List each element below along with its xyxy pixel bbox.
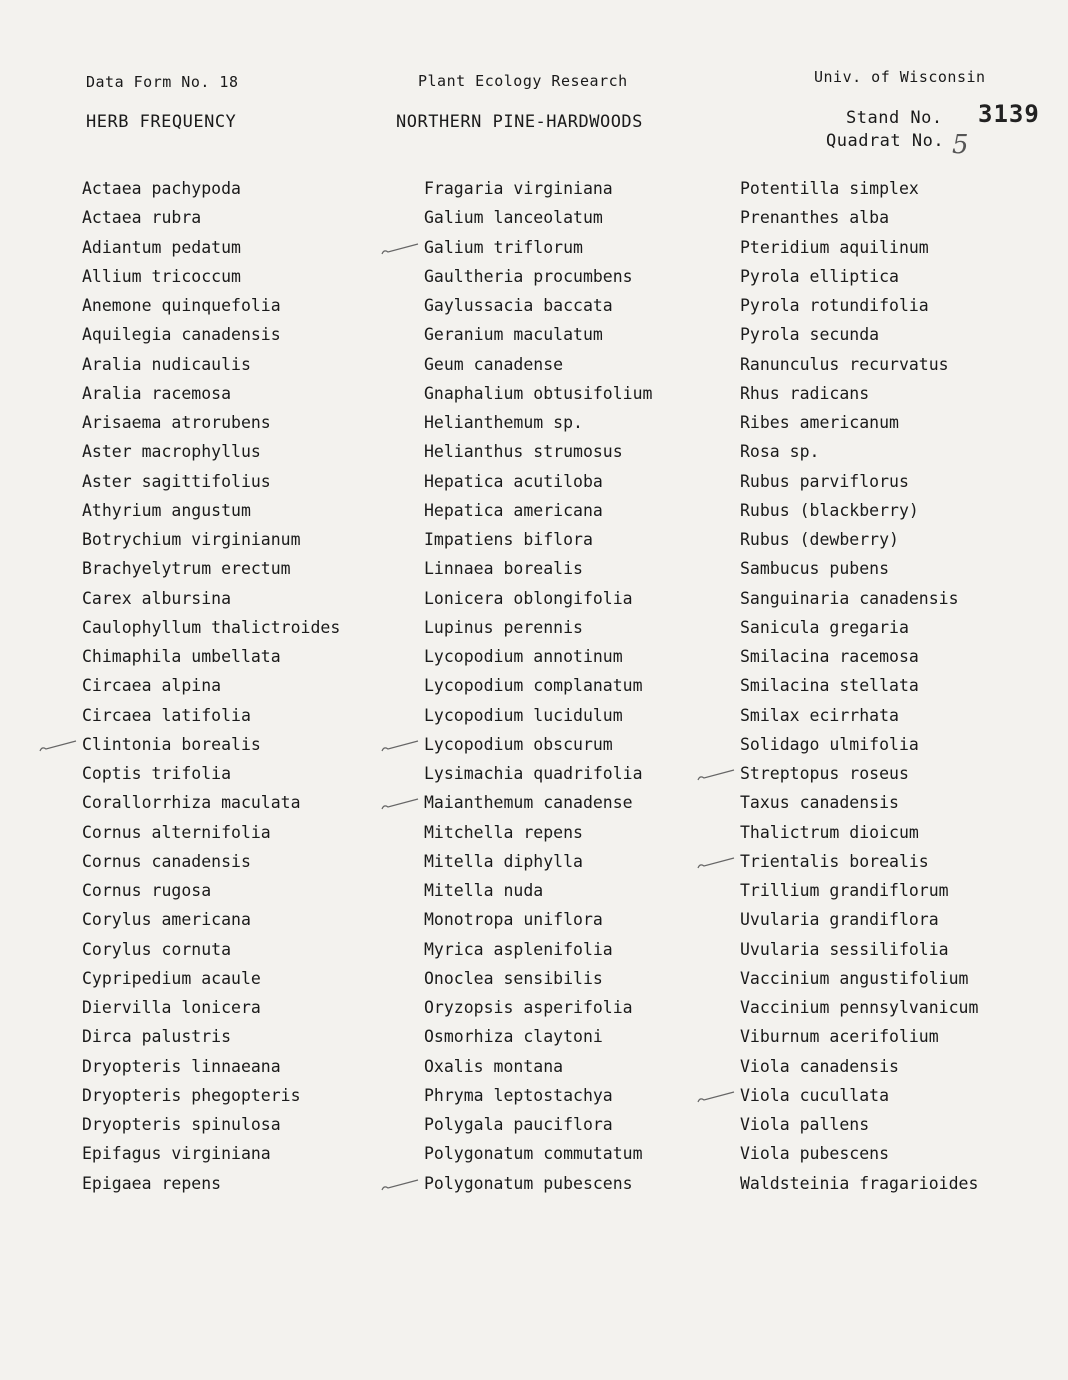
species-name: Fragaria virginiana bbox=[424, 179, 613, 198]
species-name: Lycopodium lucidulum bbox=[424, 705, 623, 725]
species-name: Aralia nudicaulis bbox=[82, 354, 251, 374]
species-name: Rubus (dewberry) bbox=[740, 530, 899, 549]
species-name: Dryopteris spinulosa bbox=[82, 1115, 281, 1134]
species-name: Polygala pauciflora bbox=[424, 1115, 613, 1134]
species-list-item bbox=[424, 291, 652, 320]
species-name: Myrica asplenifolia bbox=[424, 939, 613, 959]
species-name: Geranium maculatum bbox=[424, 325, 603, 345]
species-list-item bbox=[82, 1110, 340, 1139]
species-list-item bbox=[740, 437, 978, 466]
species-list-item bbox=[82, 788, 340, 817]
species-name: Anemone quinquefolia bbox=[82, 296, 281, 315]
species-list-item bbox=[740, 1110, 978, 1139]
species-name: Galium lanceolatum bbox=[424, 208, 603, 228]
species-name: Lupinus perennis bbox=[424, 617, 583, 637]
species-name: Circaea latifolia bbox=[82, 705, 251, 725]
species-list-item bbox=[740, 730, 978, 759]
species-list-item bbox=[82, 613, 340, 642]
species-list-item bbox=[424, 174, 652, 203]
species-list-item bbox=[424, 1110, 652, 1139]
species-name: Epifagus virginiana bbox=[82, 1144, 271, 1164]
species-list-item bbox=[740, 759, 978, 788]
species-list-item bbox=[740, 818, 978, 847]
species-list-item bbox=[82, 203, 340, 232]
species-list-item bbox=[740, 320, 978, 349]
species-name: Caulophyllum thalictroides bbox=[82, 617, 341, 637]
species-name: Viola pubescens bbox=[740, 1144, 890, 1164]
species-list-item bbox=[740, 993, 978, 1022]
species-name: Cornus alternifolia bbox=[82, 822, 271, 842]
species-name: Galium triflorum bbox=[424, 237, 583, 257]
community-title: NORTHERN PINE-HARDWOODS bbox=[396, 112, 643, 132]
species-name: Dirca palustris bbox=[82, 1027, 232, 1047]
species-column-1 bbox=[82, 174, 340, 1198]
species-name: Allium tricoccum bbox=[82, 266, 241, 286]
species-list-item bbox=[424, 964, 652, 993]
species-list-item bbox=[82, 262, 340, 291]
species-list-item bbox=[424, 437, 652, 466]
species-name: Circaea alpina bbox=[82, 676, 222, 696]
species-name: Maianthemum canadense bbox=[424, 793, 633, 813]
species-list-item bbox=[424, 1169, 652, 1198]
stand-number-value: 3139 bbox=[978, 100, 1040, 128]
species-list-item bbox=[740, 467, 978, 496]
species-name: Polygonatum pubescens bbox=[424, 1173, 633, 1193]
species-name: Aquilegia canadensis bbox=[82, 325, 281, 345]
species-name: Gaylussacia baccata bbox=[424, 296, 613, 315]
species-list-item bbox=[740, 554, 978, 583]
species-name: Smilacina racemosa bbox=[740, 647, 919, 666]
species-list-item bbox=[740, 408, 978, 437]
species-name: Oryzopsis asperifolia bbox=[424, 998, 633, 1017]
species-name: Linnaea borealis bbox=[424, 559, 583, 579]
checkmark-icon bbox=[380, 1178, 420, 1192]
species-list-item bbox=[82, 554, 340, 583]
species-list-item bbox=[82, 730, 340, 759]
quadrat-number-label: Quadrat No. bbox=[826, 131, 945, 151]
species-list-item bbox=[424, 730, 652, 759]
species-name: Aralia racemosa bbox=[82, 383, 232, 403]
species-name: Polygonatum commutatum bbox=[424, 1144, 643, 1164]
species-list-item bbox=[740, 262, 978, 291]
species-list-item bbox=[82, 964, 340, 993]
species-list-item bbox=[740, 291, 978, 320]
species-list-item bbox=[82, 379, 340, 408]
species-name: Pyrola elliptica bbox=[740, 266, 899, 286]
species-name: Sambucus pubens bbox=[740, 559, 890, 579]
species-list-item bbox=[82, 1169, 340, 1198]
species-list-item bbox=[740, 1139, 978, 1168]
species-name: Onoclea sensibilis bbox=[424, 968, 603, 988]
species-list-item bbox=[740, 671, 978, 700]
species-list-item bbox=[82, 759, 340, 788]
species-name: Lycopodium complanatum bbox=[424, 676, 643, 696]
species-name: Trillium grandiflorum bbox=[740, 881, 949, 900]
species-name: Viola pallens bbox=[740, 1115, 870, 1134]
species-list-item bbox=[424, 876, 652, 905]
species-list-item bbox=[740, 642, 978, 671]
species-list-item bbox=[740, 584, 978, 613]
species-list-item bbox=[424, 993, 652, 1022]
species-list-item bbox=[424, 408, 652, 437]
species-name: Corallorrhiza maculata bbox=[82, 793, 301, 813]
species-list-item bbox=[424, 350, 652, 379]
species-name: Brachyelytrum erectum bbox=[82, 559, 291, 579]
species-list-item bbox=[82, 467, 340, 496]
species-name: Corylus cornuta bbox=[82, 939, 232, 959]
species-name: Ranunculus recurvatus bbox=[740, 354, 949, 374]
species-list-item bbox=[740, 1081, 978, 1110]
species-list-item bbox=[82, 642, 340, 671]
species-list-item bbox=[424, 613, 652, 642]
species-list-item bbox=[82, 174, 340, 203]
species-name: Pteridium aquilinum bbox=[740, 237, 929, 257]
species-list-item bbox=[82, 291, 340, 320]
species-list-item bbox=[424, 1022, 652, 1051]
species-name: Clintonia borealis bbox=[82, 734, 261, 754]
species-list-item bbox=[424, 467, 652, 496]
species-name: Gaultheria procumbens bbox=[424, 266, 633, 286]
species-list-item bbox=[740, 525, 978, 554]
species-name: Oxalis montana bbox=[424, 1056, 564, 1076]
program-label: Plant Ecology Research bbox=[418, 72, 628, 90]
species-name: Uvularia sessilifolia bbox=[740, 939, 949, 959]
species-name: Aster macrophyllus bbox=[82, 442, 261, 462]
form-title: HERB FREQUENCY bbox=[86, 112, 237, 132]
species-list-item bbox=[424, 1081, 652, 1110]
species-name: Mitella diphylla bbox=[424, 851, 583, 871]
species-name: Diervilla lonicera bbox=[82, 998, 261, 1017]
species-list-item bbox=[424, 671, 652, 700]
institution-label: Univ. of Wisconsin bbox=[814, 68, 986, 86]
species-name: Solidago ulmifolia bbox=[740, 734, 919, 754]
species-list-item bbox=[82, 671, 340, 700]
species-name: Viola canadensis bbox=[740, 1056, 899, 1076]
species-name: Dryopteris phegopteris bbox=[82, 1085, 301, 1105]
species-name: Athyrium angustum bbox=[82, 500, 251, 520]
checkmark-icon bbox=[380, 242, 420, 256]
checkmark-icon bbox=[38, 739, 78, 753]
species-list-item bbox=[82, 818, 340, 847]
species-name: Uvularia grandiflora bbox=[740, 910, 939, 930]
species-list-item bbox=[740, 788, 978, 817]
species-list-item bbox=[82, 496, 340, 525]
species-name: Helianthemum sp. bbox=[424, 413, 583, 432]
species-name: Carex albursina bbox=[82, 588, 232, 608]
species-list-item bbox=[424, 1052, 652, 1081]
quadrat-number-value: 5 bbox=[952, 130, 969, 160]
species-list-item bbox=[740, 964, 978, 993]
species-list-item bbox=[82, 876, 340, 905]
species-name: Actaea pachypoda bbox=[82, 179, 241, 198]
species-name: Taxus canadensis bbox=[740, 793, 899, 813]
species-name: Sanicula gregaria bbox=[740, 617, 909, 637]
species-name: Vaccinium angustifolium bbox=[740, 968, 969, 988]
species-list-item bbox=[424, 701, 652, 730]
species-list-item bbox=[82, 1022, 340, 1051]
species-list-item bbox=[740, 1052, 978, 1081]
species-list-item bbox=[82, 701, 340, 730]
species-list-item bbox=[82, 847, 340, 876]
species-name: Cornus canadensis bbox=[82, 851, 251, 871]
species-name: Osmorhiza claytoni bbox=[424, 1027, 603, 1047]
species-list-item bbox=[82, 584, 340, 613]
species-name: Cypripedium acaule bbox=[82, 968, 261, 988]
species-list-item bbox=[740, 174, 978, 203]
species-list-item bbox=[424, 233, 652, 262]
species-name: Chimaphila umbellata bbox=[82, 647, 281, 666]
species-name: Hepatica americana bbox=[424, 500, 603, 520]
species-name: Botrychium virginianum bbox=[82, 530, 301, 549]
species-list-item bbox=[82, 935, 340, 964]
species-list-item bbox=[424, 496, 652, 525]
species-name: Trientalis borealis bbox=[740, 851, 929, 871]
species-name: Vaccinium pennsylvanicum bbox=[740, 998, 979, 1017]
species-name: Lysimachia quadrifolia bbox=[424, 764, 643, 783]
species-list-item bbox=[740, 203, 978, 232]
species-name: Cornus rugosa bbox=[82, 881, 212, 900]
checkmark-icon bbox=[696, 1090, 736, 1104]
checkmark-icon bbox=[696, 768, 736, 782]
species-list-item bbox=[424, 759, 652, 788]
checkmark-icon bbox=[696, 856, 736, 870]
species-name: Potentilla simplex bbox=[740, 179, 919, 198]
species-list-item bbox=[424, 642, 652, 671]
species-list-item bbox=[424, 935, 652, 964]
species-name: Rhus radicans bbox=[740, 383, 870, 403]
species-list-item bbox=[424, 320, 652, 349]
species-list-item bbox=[424, 847, 652, 876]
species-name: Hepatica acutiloba bbox=[424, 471, 603, 491]
form-number-label: Data Form No. 18 bbox=[86, 73, 239, 91]
species-column-3 bbox=[740, 174, 978, 1198]
species-list-item bbox=[82, 525, 340, 554]
species-list-item bbox=[740, 496, 978, 525]
species-list-item bbox=[424, 379, 652, 408]
species-list-item bbox=[424, 525, 652, 554]
species-list-item bbox=[740, 905, 978, 934]
species-name: Viburnum acerifolium bbox=[740, 1027, 939, 1047]
species-list-item bbox=[82, 437, 340, 466]
species-column-2 bbox=[424, 174, 652, 1198]
species-name: Helianthus strumosus bbox=[424, 442, 623, 462]
species-name: Waldsteinia fragarioides bbox=[740, 1173, 979, 1193]
species-list-item bbox=[424, 554, 652, 583]
species-name: Prenanthes alba bbox=[740, 208, 890, 228]
species-list-item bbox=[740, 1169, 978, 1198]
species-name: Lonicera oblongifolia bbox=[424, 588, 633, 608]
species-list-item bbox=[82, 320, 340, 349]
species-name: Smilax ecirrhata bbox=[740, 705, 899, 725]
checkmark-icon bbox=[380, 739, 420, 753]
species-name: Phryma leptostachya bbox=[424, 1085, 613, 1105]
species-list-item bbox=[424, 788, 652, 817]
species-list-item bbox=[424, 905, 652, 934]
species-name: Actaea rubra bbox=[82, 208, 202, 228]
species-name: Dryopteris linnaeana bbox=[82, 1056, 281, 1076]
species-name: Smilacina stellata bbox=[740, 676, 919, 696]
species-name: Pyrola secunda bbox=[740, 325, 880, 345]
species-list-item bbox=[82, 1081, 340, 1110]
species-name: Rubus (blackberry) bbox=[740, 500, 919, 520]
species-name: Monotropa uniflora bbox=[424, 910, 603, 930]
species-list-item bbox=[82, 905, 340, 934]
species-list-item bbox=[82, 408, 340, 437]
species-list-item bbox=[424, 584, 652, 613]
species-list-item bbox=[740, 233, 978, 262]
stand-number-label: Stand No. bbox=[846, 108, 943, 128]
species-list-item bbox=[740, 350, 978, 379]
species-name: Lycopodium obscurum bbox=[424, 734, 613, 754]
species-name: Impatiens biflora bbox=[424, 530, 593, 549]
species-list-item bbox=[740, 379, 978, 408]
species-name: Streptopus roseus bbox=[740, 764, 909, 783]
species-name: Thalictrum dioicum bbox=[740, 822, 919, 842]
species-name: Lycopodium annotinum bbox=[424, 647, 623, 666]
species-name: Coptis trifolia bbox=[82, 764, 232, 783]
species-list-item bbox=[740, 1022, 978, 1051]
species-name: Adiantum pedatum bbox=[82, 237, 241, 257]
species-list-item bbox=[82, 1139, 340, 1168]
species-name: Arisaema atrorubens bbox=[82, 413, 271, 432]
species-list-item bbox=[82, 993, 340, 1022]
species-name: Rubus parviflorus bbox=[740, 471, 909, 491]
species-name: Epigaea repens bbox=[82, 1173, 222, 1193]
species-name: Rosa sp. bbox=[740, 442, 820, 462]
species-name: Ribes americanum bbox=[740, 413, 899, 432]
checkmark-icon bbox=[380, 797, 420, 811]
species-name: Mitella nuda bbox=[424, 881, 544, 900]
species-list-item bbox=[82, 1052, 340, 1081]
species-list-item bbox=[82, 350, 340, 379]
species-list-item bbox=[740, 847, 978, 876]
species-list-item bbox=[82, 233, 340, 262]
species-name: Corylus americana bbox=[82, 910, 251, 930]
species-list-item bbox=[424, 1139, 652, 1168]
species-list-item bbox=[424, 818, 652, 847]
species-list-item bbox=[740, 613, 978, 642]
species-name: Viola cucullata bbox=[740, 1085, 890, 1105]
species-name: Gnaphalium obtusifolium bbox=[424, 383, 653, 403]
species-name: Geum canadense bbox=[424, 354, 564, 374]
species-name: Aster sagittifolius bbox=[82, 471, 271, 491]
species-name: Mitchella repens bbox=[424, 822, 583, 842]
species-name: Sanguinaria canadensis bbox=[740, 588, 959, 608]
species-list-item bbox=[424, 203, 652, 232]
species-list-item bbox=[740, 935, 978, 964]
species-list-item bbox=[424, 262, 652, 291]
species-list-item bbox=[740, 876, 978, 905]
species-name: Pyrola rotundifolia bbox=[740, 296, 929, 315]
species-list-item bbox=[740, 701, 978, 730]
